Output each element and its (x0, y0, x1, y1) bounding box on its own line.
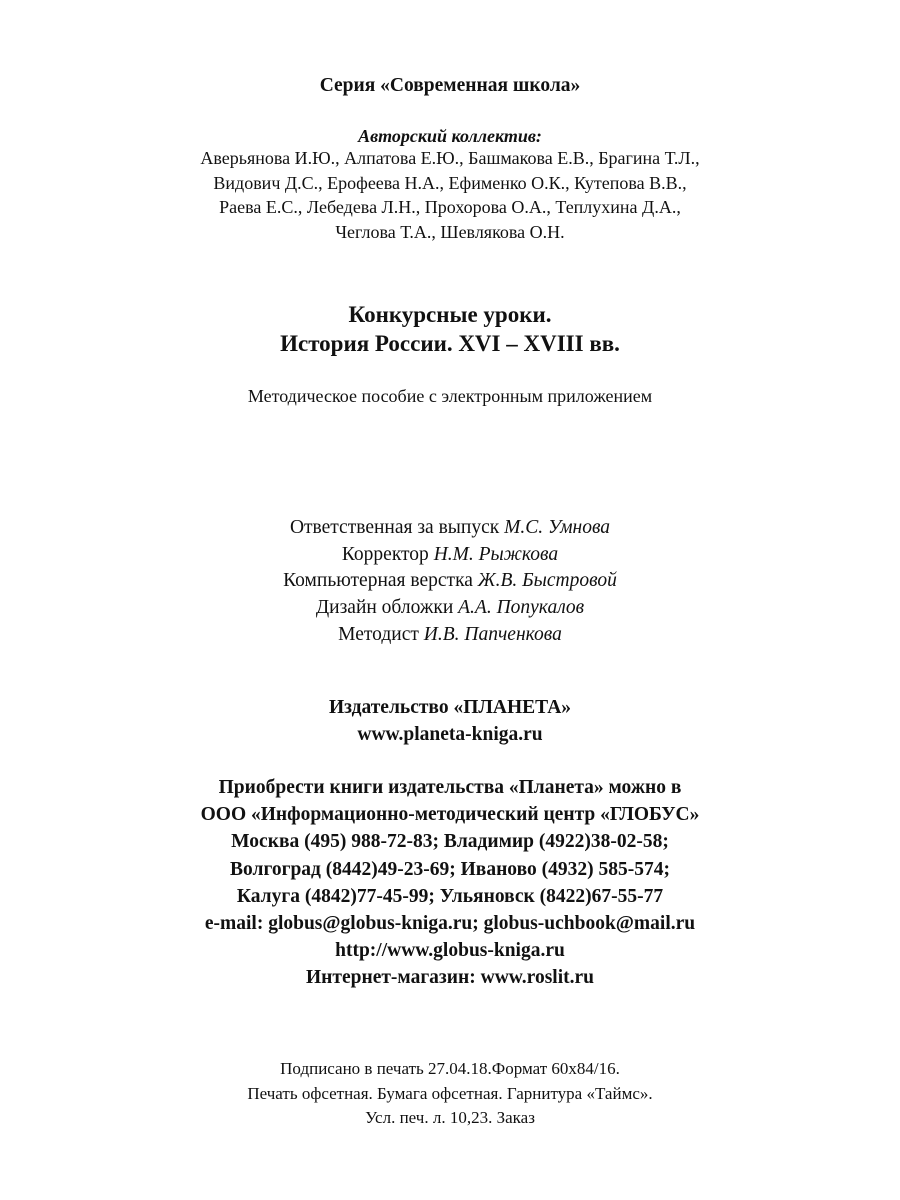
distribution-online-shop: Интернет-магазин: www.roslit.ru (305, 967, 594, 989)
authors-line-1: Аверьянова И.Ю., Алпатова Е.Ю., Башмакова Е.В., Брагина Т.Л., (200, 148, 700, 168)
imprint-block (0, 1057, 900, 1131)
distribution-line-4: Волгоград (8442)49-23-69; Иваново (4932) 585-574; (230, 858, 670, 880)
credit-line-methodologist (0, 622, 900, 649)
subtitle-block (0, 385, 900, 407)
authors-line-4: Чеглова Т.А., Шевлякова О.Н. (335, 221, 565, 242)
book-title-line-2: История России. XVI – XVIII вв. (280, 331, 620, 356)
book-title-block (0, 300, 900, 358)
book-subtitle: Методическое пособие с электронным приложением (247, 386, 653, 406)
credit-role: Ответственная за выпуск (289, 517, 505, 538)
authors-heading: Авторский коллектив: (358, 126, 542, 146)
distribution-line-1: Приобрести книги издательства «Планета» можно в (218, 777, 682, 798)
imprint-line-2: Печать офсетная. Бумага офсетная. Гарнитура «Таймс». (247, 1083, 653, 1103)
authors-line-3: Раева Е.С., Лебедева Л.Н., Прохорова О.А., Теплухина Д.А., (219, 197, 681, 217)
credits-block (0, 515, 900, 649)
credit-line-proofreader (0, 542, 900, 569)
distribution-email: e-mail: globus@globus-kniga.ru; globus-uchbook@mail.ru (204, 913, 696, 935)
credit-role: Дизайн обложки (315, 597, 459, 619)
credit-line-cover-design (0, 595, 900, 622)
authors-line-2: Видович Д.С., Ерофеева Н.А., Ефименко О.К., Кутепова В.В., (213, 172, 687, 193)
distribution-line-3: Москва (495) 988-72-83; Владимир (4922)38-02-58; (231, 831, 669, 853)
distribution-website: http://www.globus-kniga.ru (335, 940, 565, 962)
series-title: Серия «Современная школа» (319, 75, 581, 96)
credit-role: Компьютерная верстка (283, 570, 478, 592)
credit-person: А.А. Попукалов (458, 597, 585, 619)
imprint-line-3: Усл. печ. л. 10,23. Заказ (365, 1108, 535, 1127)
credit-person: Ж.В. Быстровой (477, 570, 617, 592)
series-block (0, 74, 900, 98)
publisher-website: www.planeta-kniga.ru (357, 724, 543, 745)
credit-role: Методист (338, 623, 424, 645)
publisher-name: Издательство «ПЛАНЕТА» (328, 697, 572, 718)
credit-line-editor (0, 515, 900, 542)
book-title-line-1: Конкурсные уроки. (348, 302, 552, 327)
distribution-block (0, 774, 900, 992)
publisher-block (0, 694, 900, 748)
credit-person: Н.М. Рыжкова (433, 543, 559, 565)
credit-role: Корректор (341, 543, 434, 565)
authors-block (0, 126, 900, 244)
credit-line-layout (0, 568, 900, 595)
distribution-line-2: ООО «Информационно-методический центр «ГЛОБУС» (200, 804, 700, 826)
distribution-line-5: Калуга (4842)77-45-99; Ульяновск (8422)67-55-77 (236, 885, 664, 907)
imprint-line-1: Подписано в печать 27.04.18.Формат 60х84/16. (280, 1059, 620, 1078)
credit-person: И.В. Папченкова (423, 623, 562, 645)
credit-person: М.С. Умнова (504, 517, 611, 538)
